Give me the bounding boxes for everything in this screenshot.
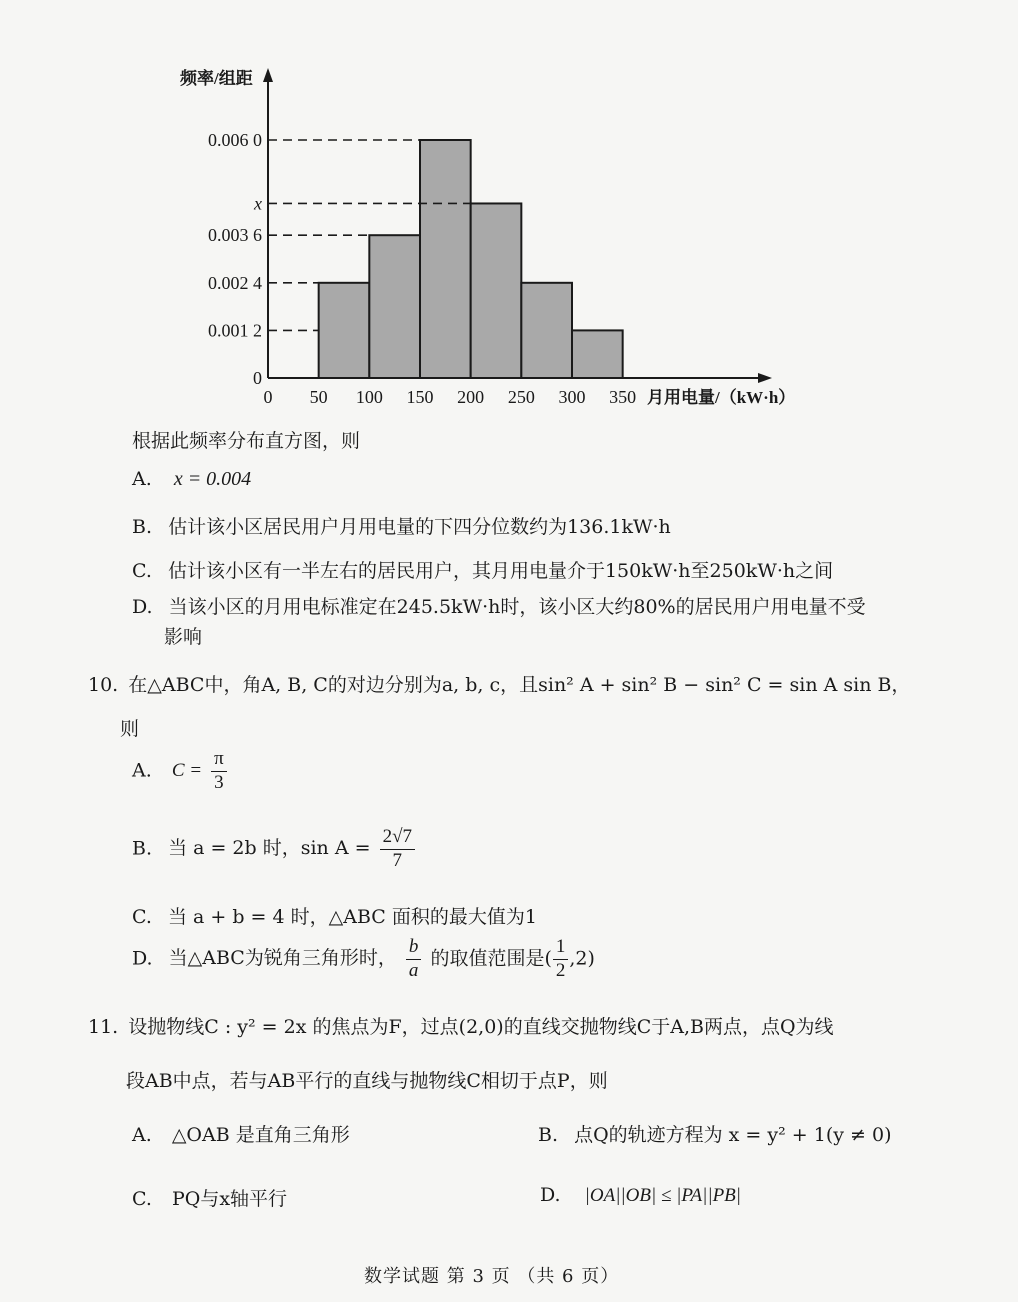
q11-option-b	[538, 1120, 891, 1147]
q9-option-d-label: D.	[132, 596, 153, 618]
q10-option-d-fraction2	[553, 936, 569, 983]
y-tick-label-2: 0.002 4	[208, 272, 262, 293]
y-axis-arrow	[263, 68, 273, 82]
chart-root	[180, 68, 795, 407]
q11-option-a-text: △OAB 是直角三角形	[171, 1124, 350, 1146]
q9-option-c-label: C.	[132, 560, 152, 582]
y-axis-title: 频率/组距	[180, 69, 253, 88]
q10-option-d-pre: 当△ABC为锐角三角形时，	[168, 947, 397, 970]
q10-option-c	[132, 902, 537, 929]
q10-option-c-text: 当 a + b = 4 时，△ABC 面积的最大值为1	[167, 906, 537, 928]
x-tick-label-7: 350	[609, 387, 637, 407]
q10-stem	[88, 670, 910, 697]
x-axis-arrow	[758, 373, 772, 383]
page-footer: 数学试题 第 3 页 （共 6 页）	[364, 1266, 620, 1287]
q10-option-d-label: D.	[132, 947, 153, 970]
q10-option-d-den: a	[408, 959, 419, 981]
q9-option-b-label: B.	[132, 516, 153, 538]
q10-option-b-fraction	[380, 826, 415, 873]
y-tick-label-0: 0	[253, 368, 262, 388]
q11-option-d-label: D.	[540, 1184, 561, 1206]
histogram-bar-0	[319, 283, 370, 378]
q11-option-a	[132, 1120, 350, 1147]
histogram-bar-2	[420, 140, 471, 378]
q9-option-d-text1: 当该小区的月用电标准定在245.5kW·h时，该小区大约80%的居民用户用电量不受	[168, 596, 866, 618]
q10-option-b-num: 2√7	[380, 826, 415, 850]
q11-option-c-label: C.	[132, 1188, 152, 1210]
q11-stem-text: 设抛物线C : y² = 2x 的焦点为F，过点(2,0)的直线交抛物线C于A,B两点，点Q为线	[128, 1016, 834, 1038]
q10-option-b-text: 当 a = 2b 时，sin A =	[168, 837, 371, 860]
x-tick-label-0: 0	[263, 387, 273, 407]
q10-option-a-fraction	[211, 748, 227, 795]
q10-stem-text: 在△ABC中，角A, B, C的对边分别为a, b, c，且sin² A + sin² B − sin² C = sin A sin B，	[128, 674, 911, 696]
histogram-bar-1	[369, 235, 420, 378]
y-tick-label-4: x	[254, 193, 262, 214]
q10-option-a-label: A.	[132, 759, 152, 782]
q10-option-d-mid: 的取值范围是(	[430, 947, 552, 970]
q10-option-c-label: C.	[132, 906, 152, 928]
q9-option-a	[132, 468, 251, 491]
q10-option-d	[132, 936, 595, 983]
q10-option-b-label: B.	[132, 837, 153, 860]
x-tick-label-3: 150	[406, 387, 434, 407]
q10-stem-line2: 则	[120, 718, 140, 740]
q11-option-d-text: |OA||OB| ≤ |PA||PB|	[584, 1185, 741, 1206]
q10-option-a-num: π	[211, 748, 227, 772]
q9-option-a-label: A.	[132, 468, 152, 490]
q11-option-c-text: PQ与x轴平行	[171, 1188, 288, 1210]
x-tick-label-5: 250	[507, 387, 535, 407]
q10-option-d-num: b	[406, 936, 422, 960]
q9-option-d	[132, 592, 866, 619]
q10-option-a	[132, 748, 230, 795]
x-tick-label-4: 200	[457, 387, 485, 407]
x-tick-label-1: 50	[309, 387, 328, 407]
x-axis-title: 月用电量/（kW·h）	[647, 388, 796, 407]
y-tick-label-5: 0.006 0	[208, 130, 262, 150]
histogram-bar-3	[471, 203, 522, 378]
x-tick-label-2: 100	[355, 387, 383, 407]
q10-option-b-den: 7	[392, 849, 403, 871]
q9-stem: 根据此频率分布直方图，则	[132, 430, 361, 452]
q9-option-b-text: 估计该小区居民用户月用电量的下四分位数约为136.1kW·h	[168, 516, 671, 538]
q11-option-a-label: A.	[132, 1124, 152, 1146]
q11-stem	[88, 1012, 834, 1039]
q11-option-b-text: 点Q的轨迹方程为 x = y² + 1(y ≠ 0)	[574, 1124, 892, 1146]
x-tick-label-6: 300	[558, 387, 586, 407]
q9-option-d-line2: 影响	[164, 626, 203, 648]
q10-number: 10.	[88, 674, 119, 696]
histogram-bar-4	[521, 283, 572, 378]
q10-option-d-num2: 1	[553, 936, 569, 960]
q9-option-c-text: 估计该小区有一半左右的居民用户，其月用电量介于150kW·h至250kW·h之间	[167, 560, 834, 582]
q9-option-a-text: x = 0.004	[173, 468, 252, 490]
y-tick-label-1: 0.001 2	[208, 320, 262, 341]
q11-option-d	[540, 1184, 741, 1207]
histogram-chart	[0, 0, 1018, 420]
q11-option-b-label: B.	[538, 1124, 559, 1146]
q10-option-d-den2: 2	[555, 959, 566, 981]
q10-option-d-post: ,2)	[569, 947, 595, 970]
q10-option-a-den: 3	[214, 771, 224, 793]
q11-stem-line2: 段AB中点，若与AB平行的直线与抛物线C相切于点P，则	[126, 1070, 608, 1092]
q10-option-d-fraction	[406, 936, 422, 983]
q11-option-c	[132, 1184, 287, 1211]
q10-option-b	[132, 826, 418, 873]
q11-number: 11.	[88, 1016, 119, 1038]
q10-option-a-lhs: C =	[171, 760, 203, 782]
q9-option-c	[132, 556, 833, 583]
y-tick-label-3: 0.003 6	[208, 225, 262, 246]
q9-option-b	[132, 512, 671, 539]
histogram-bar-5	[572, 330, 623, 378]
